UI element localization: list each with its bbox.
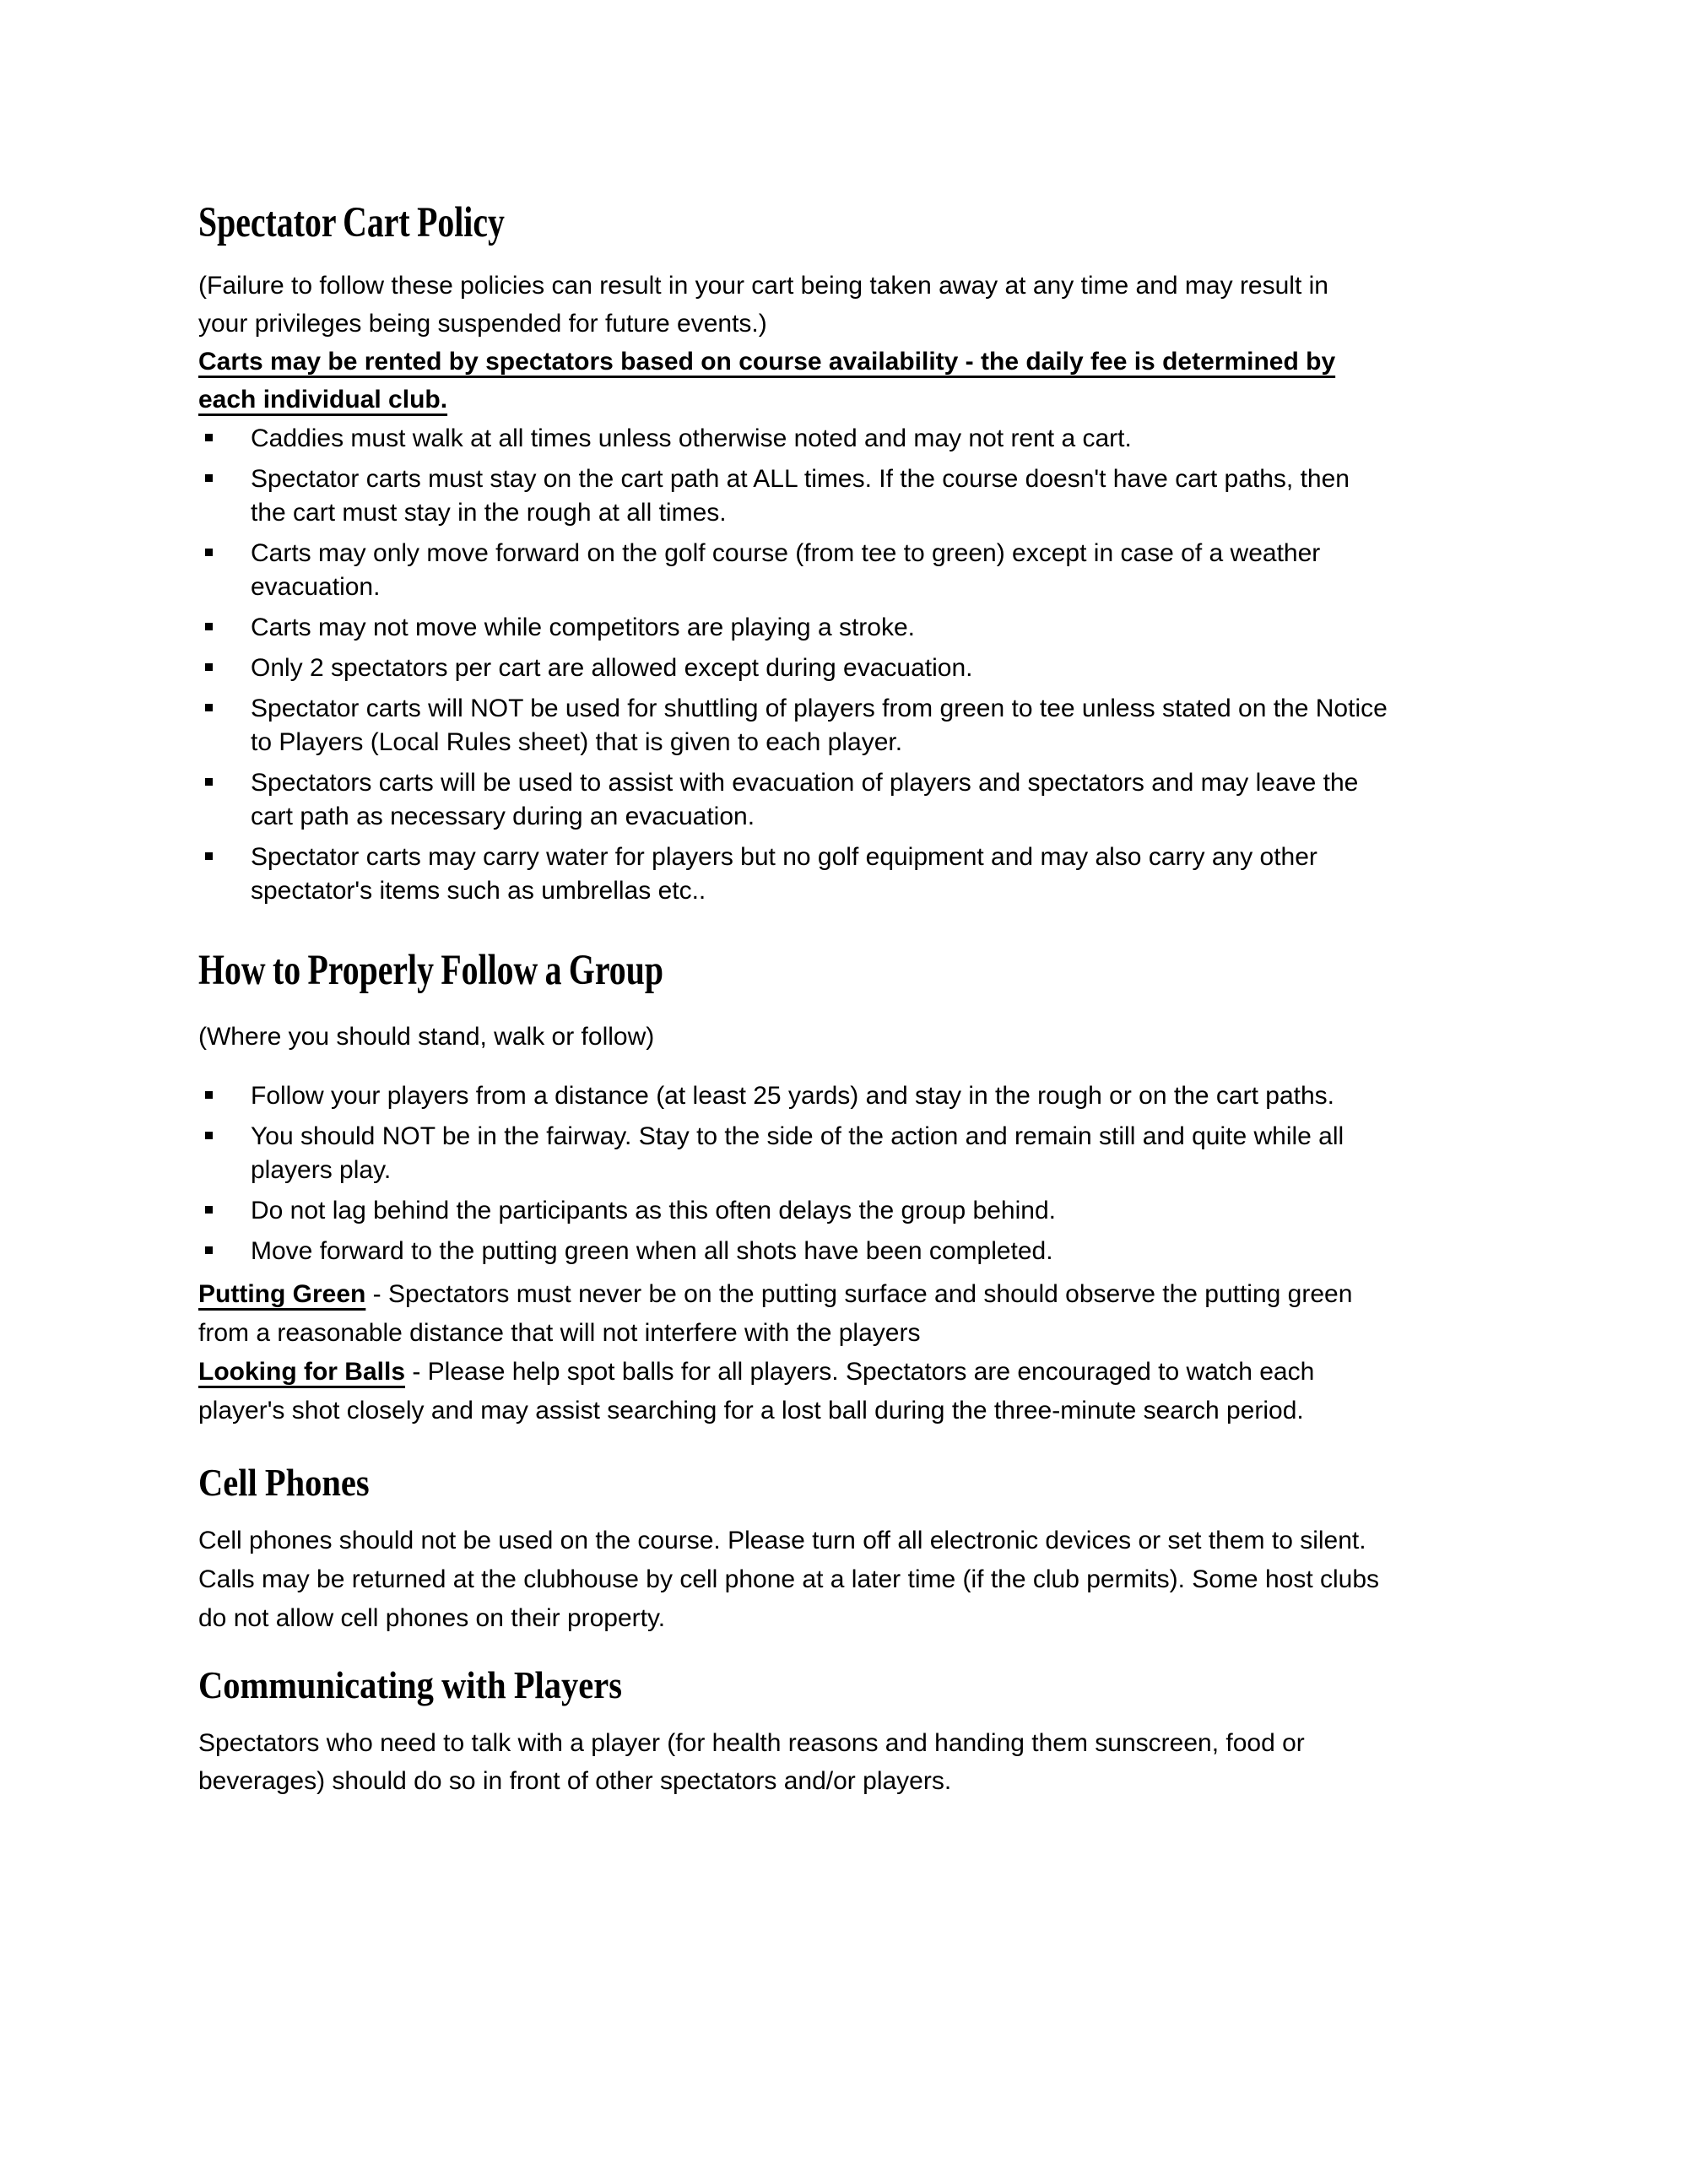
putting-green-paragraph [198, 1275, 1498, 1353]
bullet-square-icon [205, 778, 213, 786]
follow-group-list [198, 1079, 1498, 1268]
putting-green-text: - Spectators must never be on the putting surface and should observe the putting green from a reasonable distance that will not interfere with the players [198, 1280, 1353, 1347]
list-item-text: Spectators carts will be used to assist with evacuation of players and spectators and may leave the cart path as necessary during an evacuation. [251, 769, 1359, 830]
bullet-square-icon [205, 434, 213, 441]
list-item-text: You should NOT be in the fairway. Stay to the side of the action and remain still and quite while all players play. [251, 1122, 1344, 1184]
bullet-square-icon [205, 663, 213, 671]
list-item-text: Spectator carts must stay on the cart path at ALL times. If the course doesn't have cart paths, then the cart must stay in the rough at all times. [251, 465, 1350, 527]
list-item [198, 611, 1498, 645]
list-item [198, 462, 1498, 530]
section-heading-follow-group: How to Properly Follow a Group [198, 947, 663, 994]
bullet-square-icon [205, 1246, 213, 1254]
bullet-square-icon [205, 852, 213, 860]
putting-green-label: Putting Green [198, 1280, 366, 1308]
bullet-square-icon [205, 704, 213, 711]
list-item [198, 1120, 1498, 1187]
follow-group-subnote: (Where you should stand, walk or follow) [198, 1023, 655, 1051]
list-item-text: Spectator carts will NOT be used for shuttling of players from green to tee unless stated on the Notice to Players (Local Rules sheet) that is given to each player. [251, 695, 1388, 756]
cart-policy-list [198, 422, 1498, 908]
looking-for-balls-text: - Please help spot balls for all players. Spectators are encouraged to watch each player's shot closely and may assist searching for a lost ball during the three-minute search period. [198, 1358, 1315, 1424]
cell-phones-paragraph: Cell phones should not be used on the course. Please turn off all electronic devices or set them to silent. Calls may be returned at the clubhouse by cell phone at a later time (if the club permits). Some host clubs do not allow cell phones on their property. [198, 1527, 1380, 1632]
bullet-square-icon [205, 474, 213, 482]
bullet-square-icon [205, 1206, 213, 1214]
bullet-square-icon [205, 549, 213, 556]
looking-for-balls-label: Looking for Balls [198, 1358, 406, 1386]
list-item [198, 537, 1498, 604]
list-item-text: Caddies must walk at all times unless otherwise noted and may not rent a cart. [251, 424, 1132, 452]
bullet-square-icon [205, 1091, 213, 1099]
bullet-square-icon [205, 623, 213, 630]
page-title: Spectator Cart Policy [198, 199, 505, 246]
list-item-text: Carts may only move forward on the golf course (from tee to green) except in case of a weather evacuation. [251, 539, 1321, 601]
list-item-text: Only 2 spectators per cart are allowed except during evacuation. [251, 654, 973, 682]
list-item [198, 1079, 1498, 1113]
list-item [198, 1235, 1498, 1268]
list-item [198, 1194, 1498, 1228]
list-item-text: Spectator carts may carry water for players but no golf equipment and may also carry any other spectator's items such as umbrellas etc.. [251, 843, 1317, 905]
list-item [198, 841, 1498, 908]
looking-for-balls-paragraph [198, 1353, 1498, 1430]
list-item [198, 766, 1498, 834]
list-item [198, 692, 1498, 760]
section-heading-communicating: Communicating with Players [198, 1663, 622, 1706]
intro-paragraph: (Failure to follow these policies can result in your cart being taken away at any time and may result in your privileges being suspended for future events.) [198, 272, 1328, 338]
bullet-square-icon [205, 1132, 213, 1139]
cart-rental-notice: Carts may be rented by spectators based on course availability - the daily fee is determined by each individual club. [198, 348, 1336, 414]
list-item [198, 422, 1498, 456]
list-item-text: Follow your players from a distance (at least 25 yards) and stay in the rough or on the cart paths. [251, 1082, 1334, 1110]
list-item [198, 651, 1498, 685]
list-item-text: Do not lag behind the participants as this often delays the group behind. [251, 1197, 1056, 1224]
communicating-paragraph: Spectators who need to talk with a player (for health reasons and handing them sunscreen, food or beverages) should do so in front of other spectators and/or players. [198, 1729, 1305, 1795]
list-item-text: Move forward to the putting green when all shots have been completed. [251, 1237, 1053, 1265]
list-item-text: Carts may not move while competitors are playing a stroke. [251, 614, 915, 641]
section-heading-cell-phones: Cell Phones [198, 1461, 370, 1504]
